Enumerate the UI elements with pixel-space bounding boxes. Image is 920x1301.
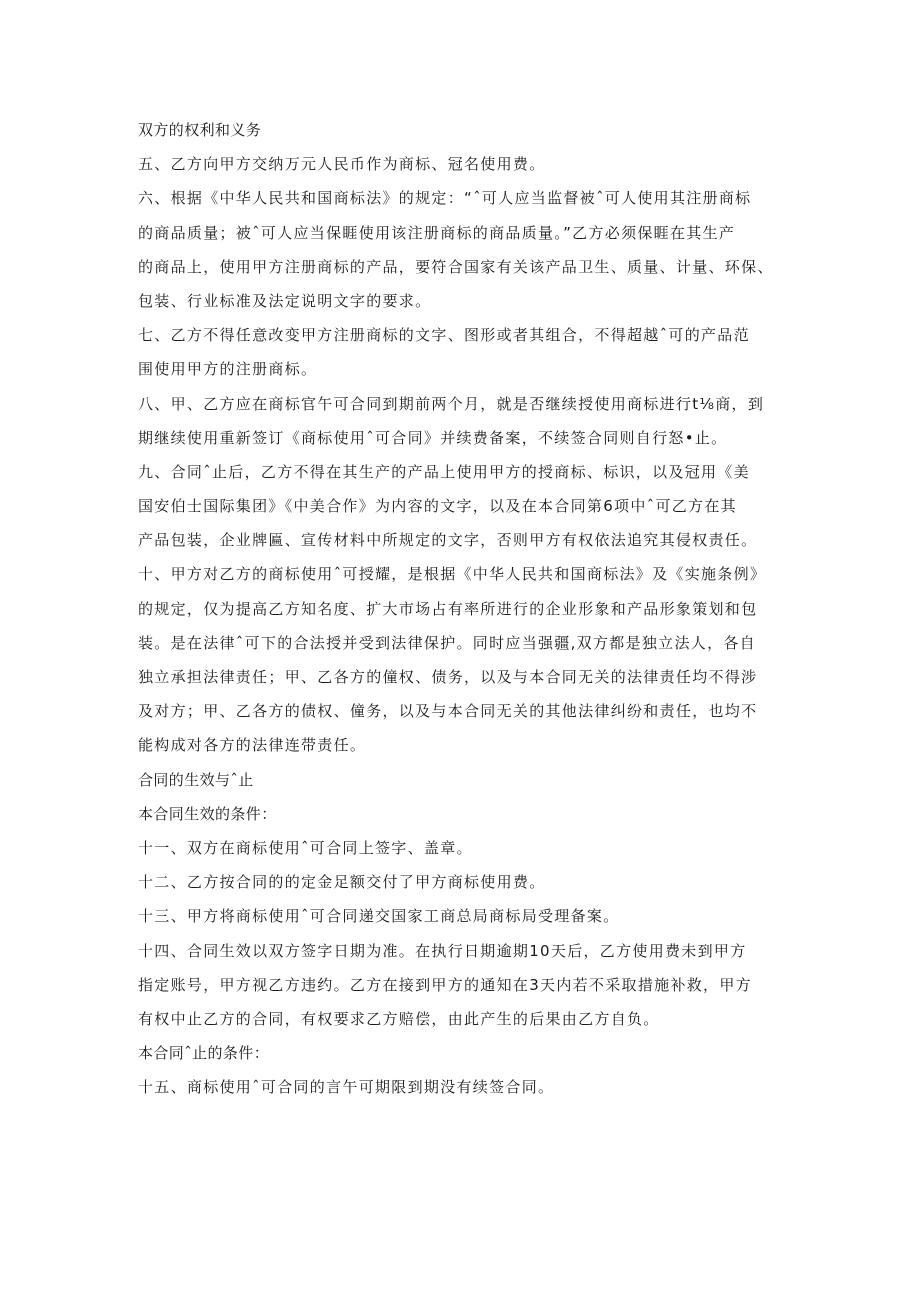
clause-6-line-1: 六、根据《中华人民共和国商标法》的规定：“ˆ可人应当监督被ˆ可人使用其注册商标 [138, 189, 752, 208]
clause-14-line-1: 十四、合同生效以双方签字日期为准。在执行日期逾期10天后，乙方使用费未到甲方 [138, 941, 747, 960]
clause-9-line-2: 国安伯士国际集团》《中美合作》为内容的文字，以及在本合同第6项中ˆ可乙方在其 [138, 497, 737, 516]
clause-11: 十一、双方在商标使用ˆ可合同上签字、盖章。 [138, 838, 473, 857]
section-heading-effect: 合同的生效与ˆ止 [138, 770, 254, 789]
section-heading-rights: 双方的权利和义务 [138, 121, 262, 139]
subheading-effect-conditions: 本合同生效的条件： [138, 804, 277, 823]
clause-9-line-1: 九、合同ˆ止后，乙方不得在其生产的产品上使用甲方的授商标、标识，以及冠用《美 [138, 462, 750, 481]
clause-7-line-1: 七、乙方不得任意改变甲方注册商标的文字、图形或者其组合，不得超越ˆ可的产品范 [138, 326, 750, 345]
clause-10-line-1: 十、甲方对乙方的商标使用ˆ可授耀，是根据《中华人民共和国商标法》及《实施条例》 [138, 565, 767, 584]
clause-9-line-3: 产品包装，企业牌匾、宣传材料中所规定的文字，否则甲方有权依法追究其侵权责任。 [138, 531, 758, 550]
clause-14-line-2: 指定账号，甲方视乙方违约。乙方在接到甲方的通知在3天内若不采取措施补救，甲方 [138, 975, 752, 994]
clause-8-line-1: 八、甲、乙方应在商标官午可合同到期前两个月，就是否继续授使用商标进行t⅛商，到 [138, 394, 765, 413]
clause-6-line-3: 的商品上，使用甲方注册商标的产品，要符合国家有关该产品卫生、质量、计量、环保、 [138, 257, 774, 276]
clause-10-line-5: 及对方；甲、乙各方的债权、僮务，以及与本合同无关的其他法律纠纷和责任，也均不 [138, 702, 758, 721]
clause-14-line-3: 有权中止乙方的合同，有权要求乙方赔偿，由此产生的后果由乙方自负。 [138, 1009, 660, 1028]
clause-10-line-4: 独立承担法律责任；甲、乙各方的僮权、债务，以及与本合同无关的法律责任均不得涉 [138, 668, 758, 686]
subheading-termination-conditions: 本合同ˆ止的条件： [138, 1044, 270, 1063]
clause-13: 十三、甲方将商标使用ˆ可合同递交国家工商总局商标局受理备案。 [138, 907, 620, 926]
contract-document [138, 113, 788, 1104]
clause-5: 五、乙方向甲方交纳万元人民币作为商标、冠名使用费。 [138, 155, 546, 174]
clause-15: 十五、商标使用ˆ可合同的言午可期限到期没有续签合同。 [138, 1078, 555, 1097]
clause-10-line-6: 能构成对各方的法律连带责任。 [138, 736, 367, 755]
clause-10-line-3: 装。是在法律ˆ可下的合法授并受到法律保护。同时应当强疆,双方都是独立法人，各自 [138, 633, 756, 652]
clause-6-line-4: 包装、行业标准及法定说明文字的要求。 [138, 291, 432, 310]
clause-10-line-2: 的规定，仅为提高乙方知名度、扩大市场占有率所进行的企业形象和产品形象策划和包 [138, 599, 758, 618]
clause-6-line-2: 的商品质量；被ˆ可人应当保睚使用该注册商标的商品质量。”乙方必须保睚在其生产 [138, 223, 736, 242]
clause-12: 十二、乙方按合同的的定金足额交付了甲方商标使用费。 [138, 873, 546, 892]
clause-7-line-2: 围使用甲方的注册商标。 [138, 360, 318, 379]
clause-8-line-2: 期继续使用重新签订《商标使用ˆ可合同》并续费备案，不续签合同则自行怒•止。 [138, 428, 728, 447]
